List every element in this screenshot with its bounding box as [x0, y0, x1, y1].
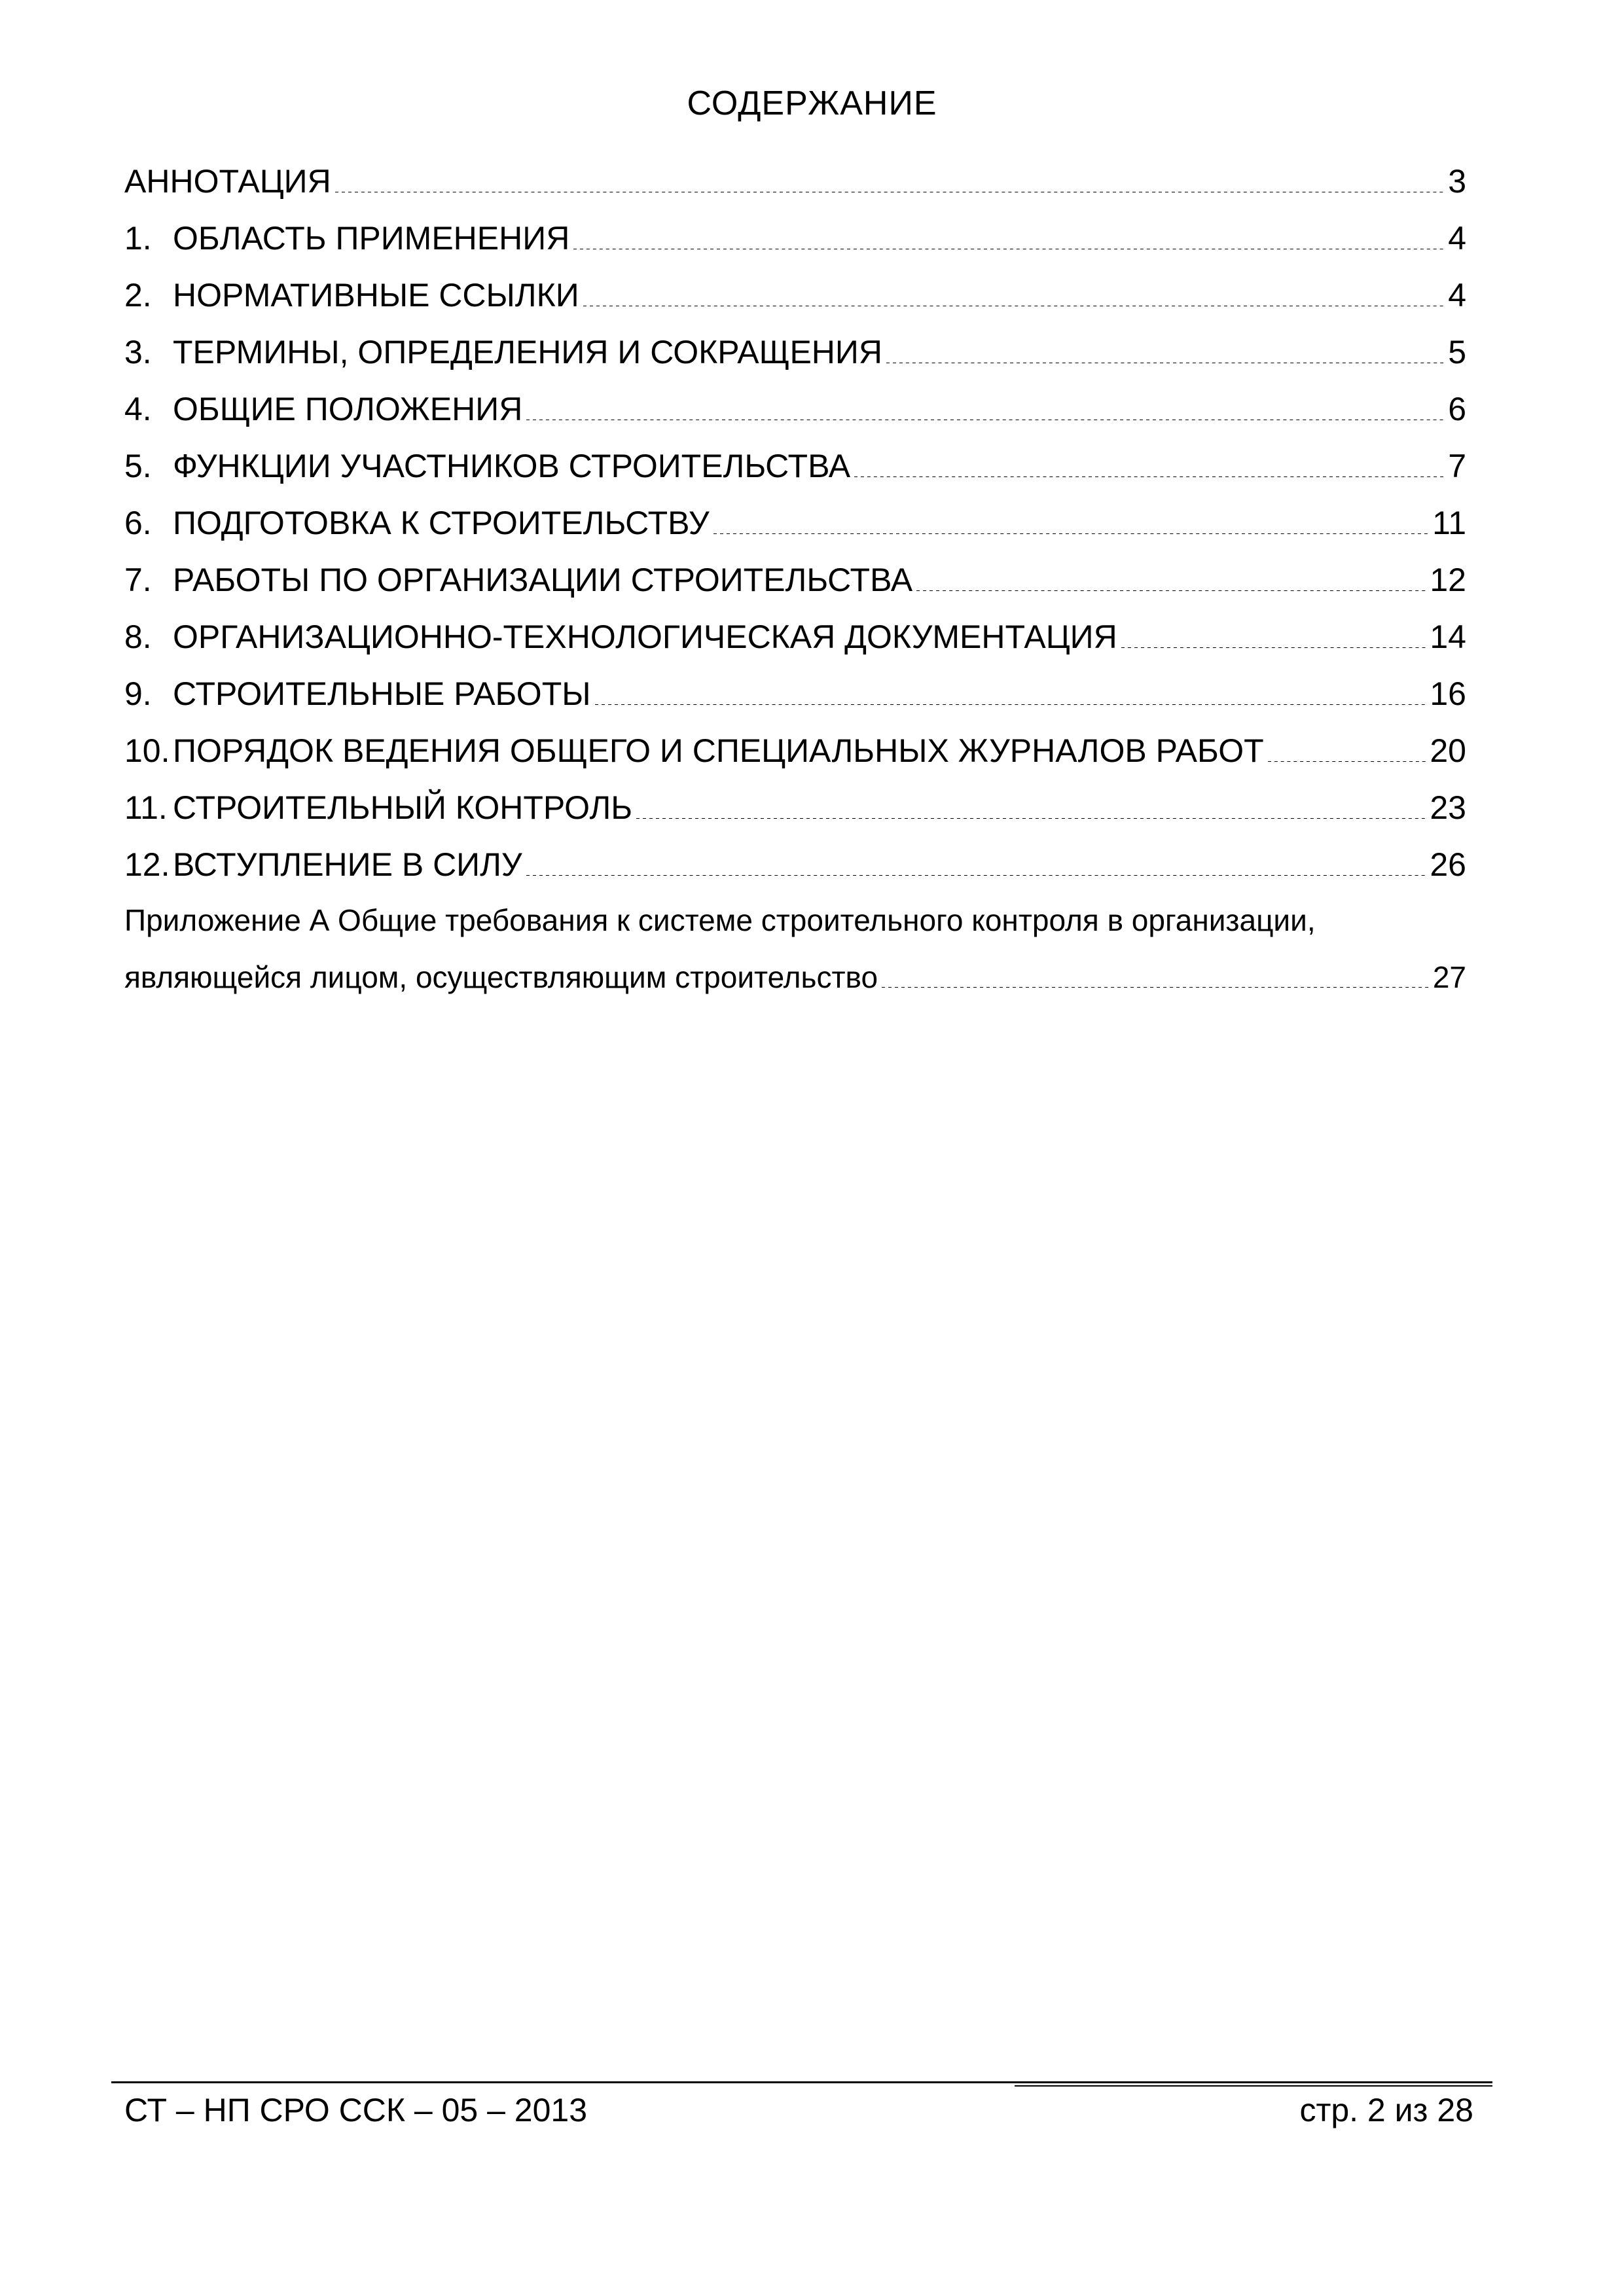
toc-entry-page: 26 [1430, 846, 1466, 883]
toc-entry-page: 3 [1448, 163, 1466, 200]
toc-entry-page: 23 [1430, 789, 1466, 826]
toc-entry-number: 6. [124, 505, 152, 541]
toc-entry-label: ТЕРМИНЫ, ОПРЕДЕЛЕНИЯ И СОКРАЩЕНИЯ [173, 334, 882, 370]
toc-entry-number: 4. [124, 391, 152, 427]
toc-entry[interactable] [124, 732, 1466, 789]
toc-entry[interactable] [124, 675, 1466, 732]
dot-leader [882, 987, 1429, 988]
toc-entry-label: ПОДГОТОВКА К СТРОИТЕЛЬСТВУ [173, 505, 710, 541]
toc-entry[interactable] [124, 162, 1466, 219]
toc-entry-label: ФУНКЦИИ УЧАСТНИКОВ СТРОИТЕЛЬСТВА [173, 448, 851, 484]
toc-entry-label: НОРМАТИВНЫЕ ССЫЛКИ [173, 277, 579, 314]
dot-leader [1268, 761, 1426, 762]
toc-annex-page: 27 [1432, 960, 1466, 994]
toc-entry-number: 5. [124, 448, 152, 484]
dot-leader [1121, 647, 1426, 648]
dot-leader [636, 818, 1426, 819]
toc-entry-page: 4 [1448, 277, 1466, 314]
toc-entry[interactable] [124, 333, 1466, 390]
dot-leader [526, 875, 1426, 876]
dot-leader [916, 590, 1426, 591]
footer-divider [111, 2081, 1492, 2083]
toc-entry[interactable] [124, 276, 1466, 333]
footer-divider-secondary [1015, 2085, 1492, 2087]
footer-page-number: стр. 2 из 28 [1299, 2092, 1473, 2128]
toc-entry-number: 7. [124, 562, 152, 598]
toc-entry-label: АННОТАЦИЯ [124, 163, 331, 200]
toc-entry-label: ОБЩИЕ ПОЛОЖЕНИЯ [173, 391, 523, 427]
toc-entry-label: РАБОТЫ ПО ОРГАНИЗАЦИИ СТРОИТЕЛЬСТВА [173, 562, 913, 598]
toc-entry[interactable] [124, 618, 1466, 675]
toc-entry-number: 2. [124, 277, 152, 314]
toc-entry[interactable] [124, 219, 1466, 276]
toc-entry-page: 4 [1448, 220, 1466, 257]
toc-entry-page: 20 [1430, 732, 1466, 769]
toc-entry-label: ПОРЯДОК ВЕДЕНИЯ ОБЩЕГО И СПЕЦИАЛЬНЫХ ЖУРНАЛОВ РАБОТ [173, 732, 1264, 769]
toc-entry[interactable] [124, 447, 1466, 504]
toc-entry[interactable] [124, 789, 1466, 846]
toc-entry[interactable] [124, 561, 1466, 618]
toc-entry-page: 7 [1448, 448, 1466, 484]
footer-doc-code: СТ – НП СРО ССК – 05 – 2013 [124, 2092, 588, 2128]
table-of-contents [124, 162, 1466, 1016]
toc-entry[interactable] [124, 504, 1466, 561]
toc-entry-page: 14 [1430, 619, 1466, 655]
dot-leader [854, 476, 1444, 477]
dot-leader [713, 533, 1428, 534]
toc-entry-page: 5 [1448, 334, 1466, 370]
toc-entry-label: СТРОИТЕЛЬНЫЕ РАБОТЫ [173, 675, 591, 712]
toc-annex-entry-continued[interactable] [124, 960, 1466, 1016]
toc-entry-number: 11. [124, 789, 168, 826]
toc-entry-label: ВСТУПЛЕНИЕ В СИЛУ [173, 846, 522, 883]
toc-annex-entry[interactable] [124, 903, 1466, 960]
toc-entry-page: 12 [1430, 562, 1466, 598]
toc-entry[interactable] [124, 390, 1466, 447]
toc-entry-page: 6 [1448, 391, 1466, 427]
dot-leader [595, 704, 1426, 705]
toc-annex-title: Приложение А Общие требования к системе строительного контроля в организации, [124, 903, 1316, 937]
toc-entry-label: ОРГАНИЗАЦИОННО-ТЕХНОЛОГИЧЕСКАЯ ДОКУМЕНТАЦИЯ [173, 619, 1117, 655]
toc-entry-page: 11 [1432, 505, 1466, 541]
toc-entry-number: 9. [124, 675, 152, 712]
toc-entry-number: 8. [124, 619, 152, 655]
toc-entry-number: 12. [124, 846, 170, 883]
toc-entry-number: 10. [124, 732, 170, 769]
toc-entry-number: 3. [124, 334, 152, 370]
toc-entry-page: 16 [1430, 675, 1466, 712]
toc-entry[interactable] [124, 846, 1466, 903]
toc-entry-label: СТРОИТЕЛЬНЫЙ КОНТРОЛЬ [173, 789, 633, 826]
toc-entry-label: ОБЛАСТЬ ПРИМЕНЕНИЯ [173, 220, 570, 257]
toc-entry-number: 1. [124, 220, 152, 257]
toc-annex-title-continued: являющейся лицом, осуществляющим строительство [124, 960, 878, 994]
page-title: СОДЕРЖАНИЕ [687, 84, 937, 122]
